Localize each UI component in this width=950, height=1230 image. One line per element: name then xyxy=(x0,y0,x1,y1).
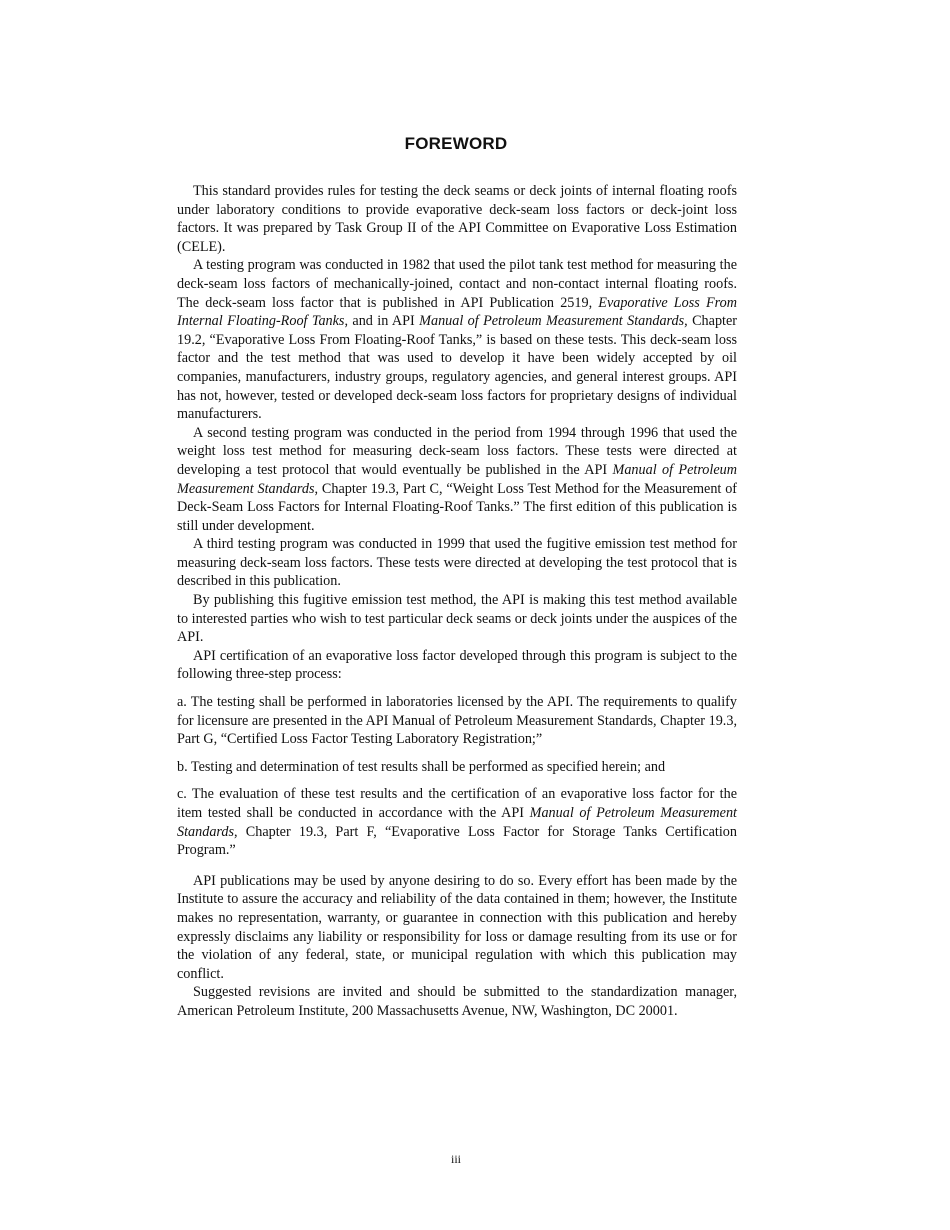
paragraph xyxy=(177,182,737,256)
foreword-body xyxy=(177,182,737,1021)
page-number: iii xyxy=(450,1152,461,1166)
list-item xyxy=(177,785,737,859)
italic-text: Manual of Petroleum Measurement Standards xyxy=(419,313,685,330)
paragraph xyxy=(177,256,737,423)
text-segment: , Chapter 19.3, Part C, “Weight Loss Test Method for the Measurement of Deck-Seam Loss Factors for Internal Floating-Roof Tanks.” The first edition of this publication is still under development. xyxy=(177,480,738,534)
text-segment: A testing program was conducted in 1982 that used the pilot tank test method for measuring the deck-seam loss factors of mechanically-joined, contact and non-contact internal floating roofs. The deck-seam loss factor that is published in API Publication 2519, xyxy=(177,257,737,311)
italic-text: Evaporative Loss From Internal Floating-Roof Tanks xyxy=(177,294,737,330)
paragraph xyxy=(177,647,737,684)
paragraph xyxy=(177,535,737,591)
italic-text: Manual of Petroleum Measurement Standards xyxy=(177,805,737,840)
paragraph xyxy=(177,872,737,984)
text-segment: , and in API xyxy=(344,313,420,330)
text-segment: A second testing program was conducted in the period from 1994 through 1996 that used the weight loss test method for measuring deck-seam loss factors. These tests were directed at developing a test protocol that would eventually be published in the API xyxy=(177,424,737,478)
list-item xyxy=(177,693,737,749)
page-title: FOREWORD xyxy=(404,134,508,153)
text-segment: By publishing this fugitive emission test method, the API is making this test method available to interested parties who wish to test particular deck seams or deck joints under the auspices of the API. xyxy=(177,592,737,646)
text-segment: API publications may be used by anyone desiring to do so. Every effort has been made by the Institute to assure the accuracy and reliability of the data contained in them; however, the Institute makes no representation, warranty, or guarantee in connection with this publication and hereby expressly disclaims any liability or responsibility for loss or damage resulting from its use or for the violation of any federal, state, or municipal regulation with which this publication may conflict. xyxy=(177,872,737,982)
paragraph xyxy=(177,591,737,647)
list-item xyxy=(177,758,737,777)
text-segment: Suggested revisions are invited and should be submitted to the standardization manager, American Petroleum Institute, 200 Massachusetts Avenue, NW, Washington, DC 20001. xyxy=(177,984,737,1019)
italic-text: Manual of Petroleum Measurement Standards xyxy=(177,461,737,497)
paragraph xyxy=(177,424,737,536)
text-segment: a. The testing shall be performed in laboratories licensed by the API. The requirements to qualify for licensure are presented in the API Manual of Petroleum Measurement Standards, Chapter 19.3, Part G, “Certified Loss Factor Testing Laboratory Registration;” xyxy=(177,694,737,748)
text-segment: , Chapter 19.3, Part F, “Evaporative Loss Factor for Storage Tanks Certification Program.” xyxy=(177,823,737,859)
text-segment: This standard provides rules for testing the deck seams or deck joints of internal floating roofs under laboratory conditions to provide evaporative deck-seam loss factors or deck-joint loss factors. It was prepared by Task Group II of the API Committee on Evaporative Loss Estimation (CELE). xyxy=(177,183,737,255)
text-segment: , Chapter 19.2, “Evaporative Loss From Floating-Roof Tanks,” is based on these tests. This deck-seam loss factor and the test method that was used to develop it have been widely accepted by oil companies, manufacturers, industry groups, regulatory agencies, and general interest groups. API has not, however, tested or developed deck-seam loss factors for proprietary designs of individual manufacturers. xyxy=(177,313,737,423)
text-segment: API certification of an evaporative loss factor developed through this program is subject to the following three-step process: xyxy=(177,647,737,683)
text-segment: c. The evaluation of these test results and the certification of an evaporative loss factor for the item tested shall be conducted in accordance with the API xyxy=(177,786,737,821)
text-segment: A third testing program was conducted in 1999 that used the fugitive emission test method for measuring deck-seam loss factors. These tests were directed at developing the test protocol that is described in this publication. xyxy=(177,536,737,590)
paragraph xyxy=(177,983,737,1020)
text-segment: b. Testing and determination of test results shall be performed as specified herein; and xyxy=(177,758,666,775)
